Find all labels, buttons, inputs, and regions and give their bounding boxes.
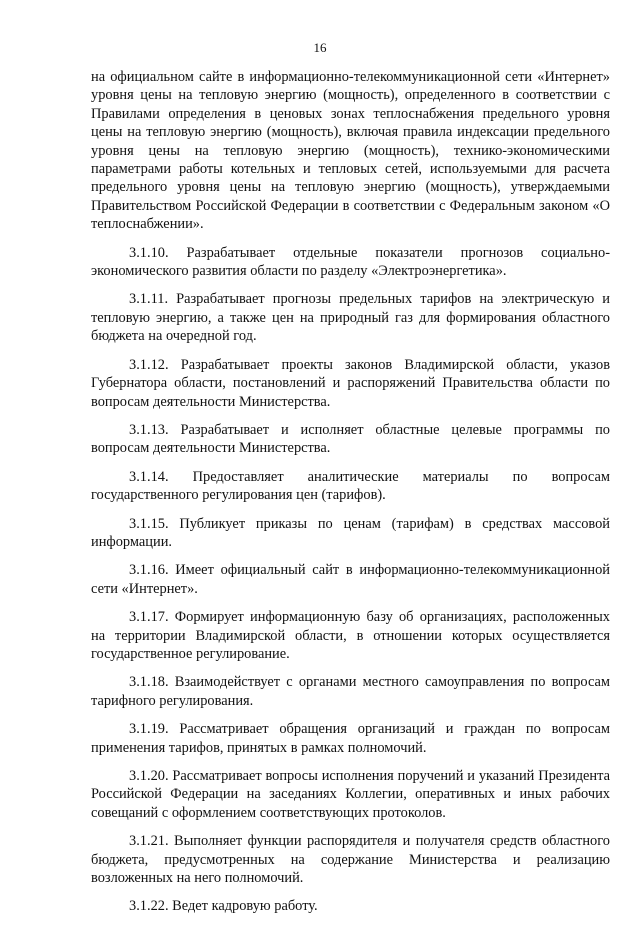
page-number: 16 xyxy=(313,40,327,55)
paragraph-3-1-10: 3.1.10. Разрабатывает отдельные показатели прогнозов социально-экономического развития области по разделу «Электроэнергетика». xyxy=(91,244,610,280)
paragraph-3-1-19: 3.1.19. Рассматривает обращения организаций и граждан по вопросам применения тарифов, принятых в рамках полномочий. xyxy=(91,721,610,756)
paragraph-3-1-13: 3.1.13. Разрабатывает и исполняет областные целевые программы по вопросам деятельности Министерства. xyxy=(91,421,610,457)
paragraph-3-1-22: 3.1.22. Ведет кадровую работу. xyxy=(129,898,318,915)
paragraph-3-1-20: 3.1.20. Рассматривает вопросы исполнения поручений и указаний Президента Российской Федерации на заседаниях Коллегии, оперативных и иных рабочих совещаний с оформлением соответствующих протоколов. xyxy=(91,768,610,821)
document-body xyxy=(91,68,610,926)
paragraph-continuation: на официальном сайте в информационно-телекоммуникационной сети «Интернет» уровня цены на тепловую энергию (мощность), определенного в соответствии с Правилами определения в ценовых зонах теплоснабжения предельного уровня цены на тепловую энергию (мощность), включая правила индексации предельного уровня цены на тепловую энергию (мощность), технико-экономическими параметрами работы котельных и тепловых сетей, используемыми для расчета предельного уровня цены на тепловую энергию (мощность), утверждаемыми Правительством Российской Федерации в соответствии с Федеральным законом «О теплоснабжении». xyxy=(91,69,610,233)
paragraph-3-1-16: 3.1.16. Имеет официальный сайт в информационно-телекоммуникационной сети «Интернет». xyxy=(91,562,610,597)
paragraph-3-1-11: 3.1.11. Разрабатывает прогнозы предельных тарифов на электрическую и тепловую энергию, а также цен на природный газ для формирования областного бюджета на очередной год. xyxy=(91,291,610,345)
paragraph-3-1-18: 3.1.18. Взаимодействует с органами местного самоуправления по вопросам тарифного регулирования. xyxy=(91,674,610,709)
paragraph-3-1-17: 3.1.17. Формирует информационную базу об организациях, расположенных на территории Владимирской области, в отношении которых осуществляется государственное регулирование. xyxy=(91,609,610,662)
paragraph-3-1-12: 3.1.12. Разрабатывает проекты законов Владимирской области, указов Губернатора области, постановлений и распоряжений Правительства области по вопросам деятельности Министерства. xyxy=(91,356,610,410)
paragraph-3-1-14: 3.1.14. Предоставляет аналитические материалы по вопросам государственного регулирования цен (тарифов). xyxy=(91,468,610,504)
paragraph-3-1-21: 3.1.21. Выполняет функции распорядителя и получателя средств областного бюджета, предусмотренных на содержание Министерства и реализацию возложенных на него полномочий. xyxy=(91,833,610,887)
paragraph-3-1-15: 3.1.15. Публикует приказы по ценам (тарифам) в средствах массовой информации. xyxy=(91,515,610,550)
